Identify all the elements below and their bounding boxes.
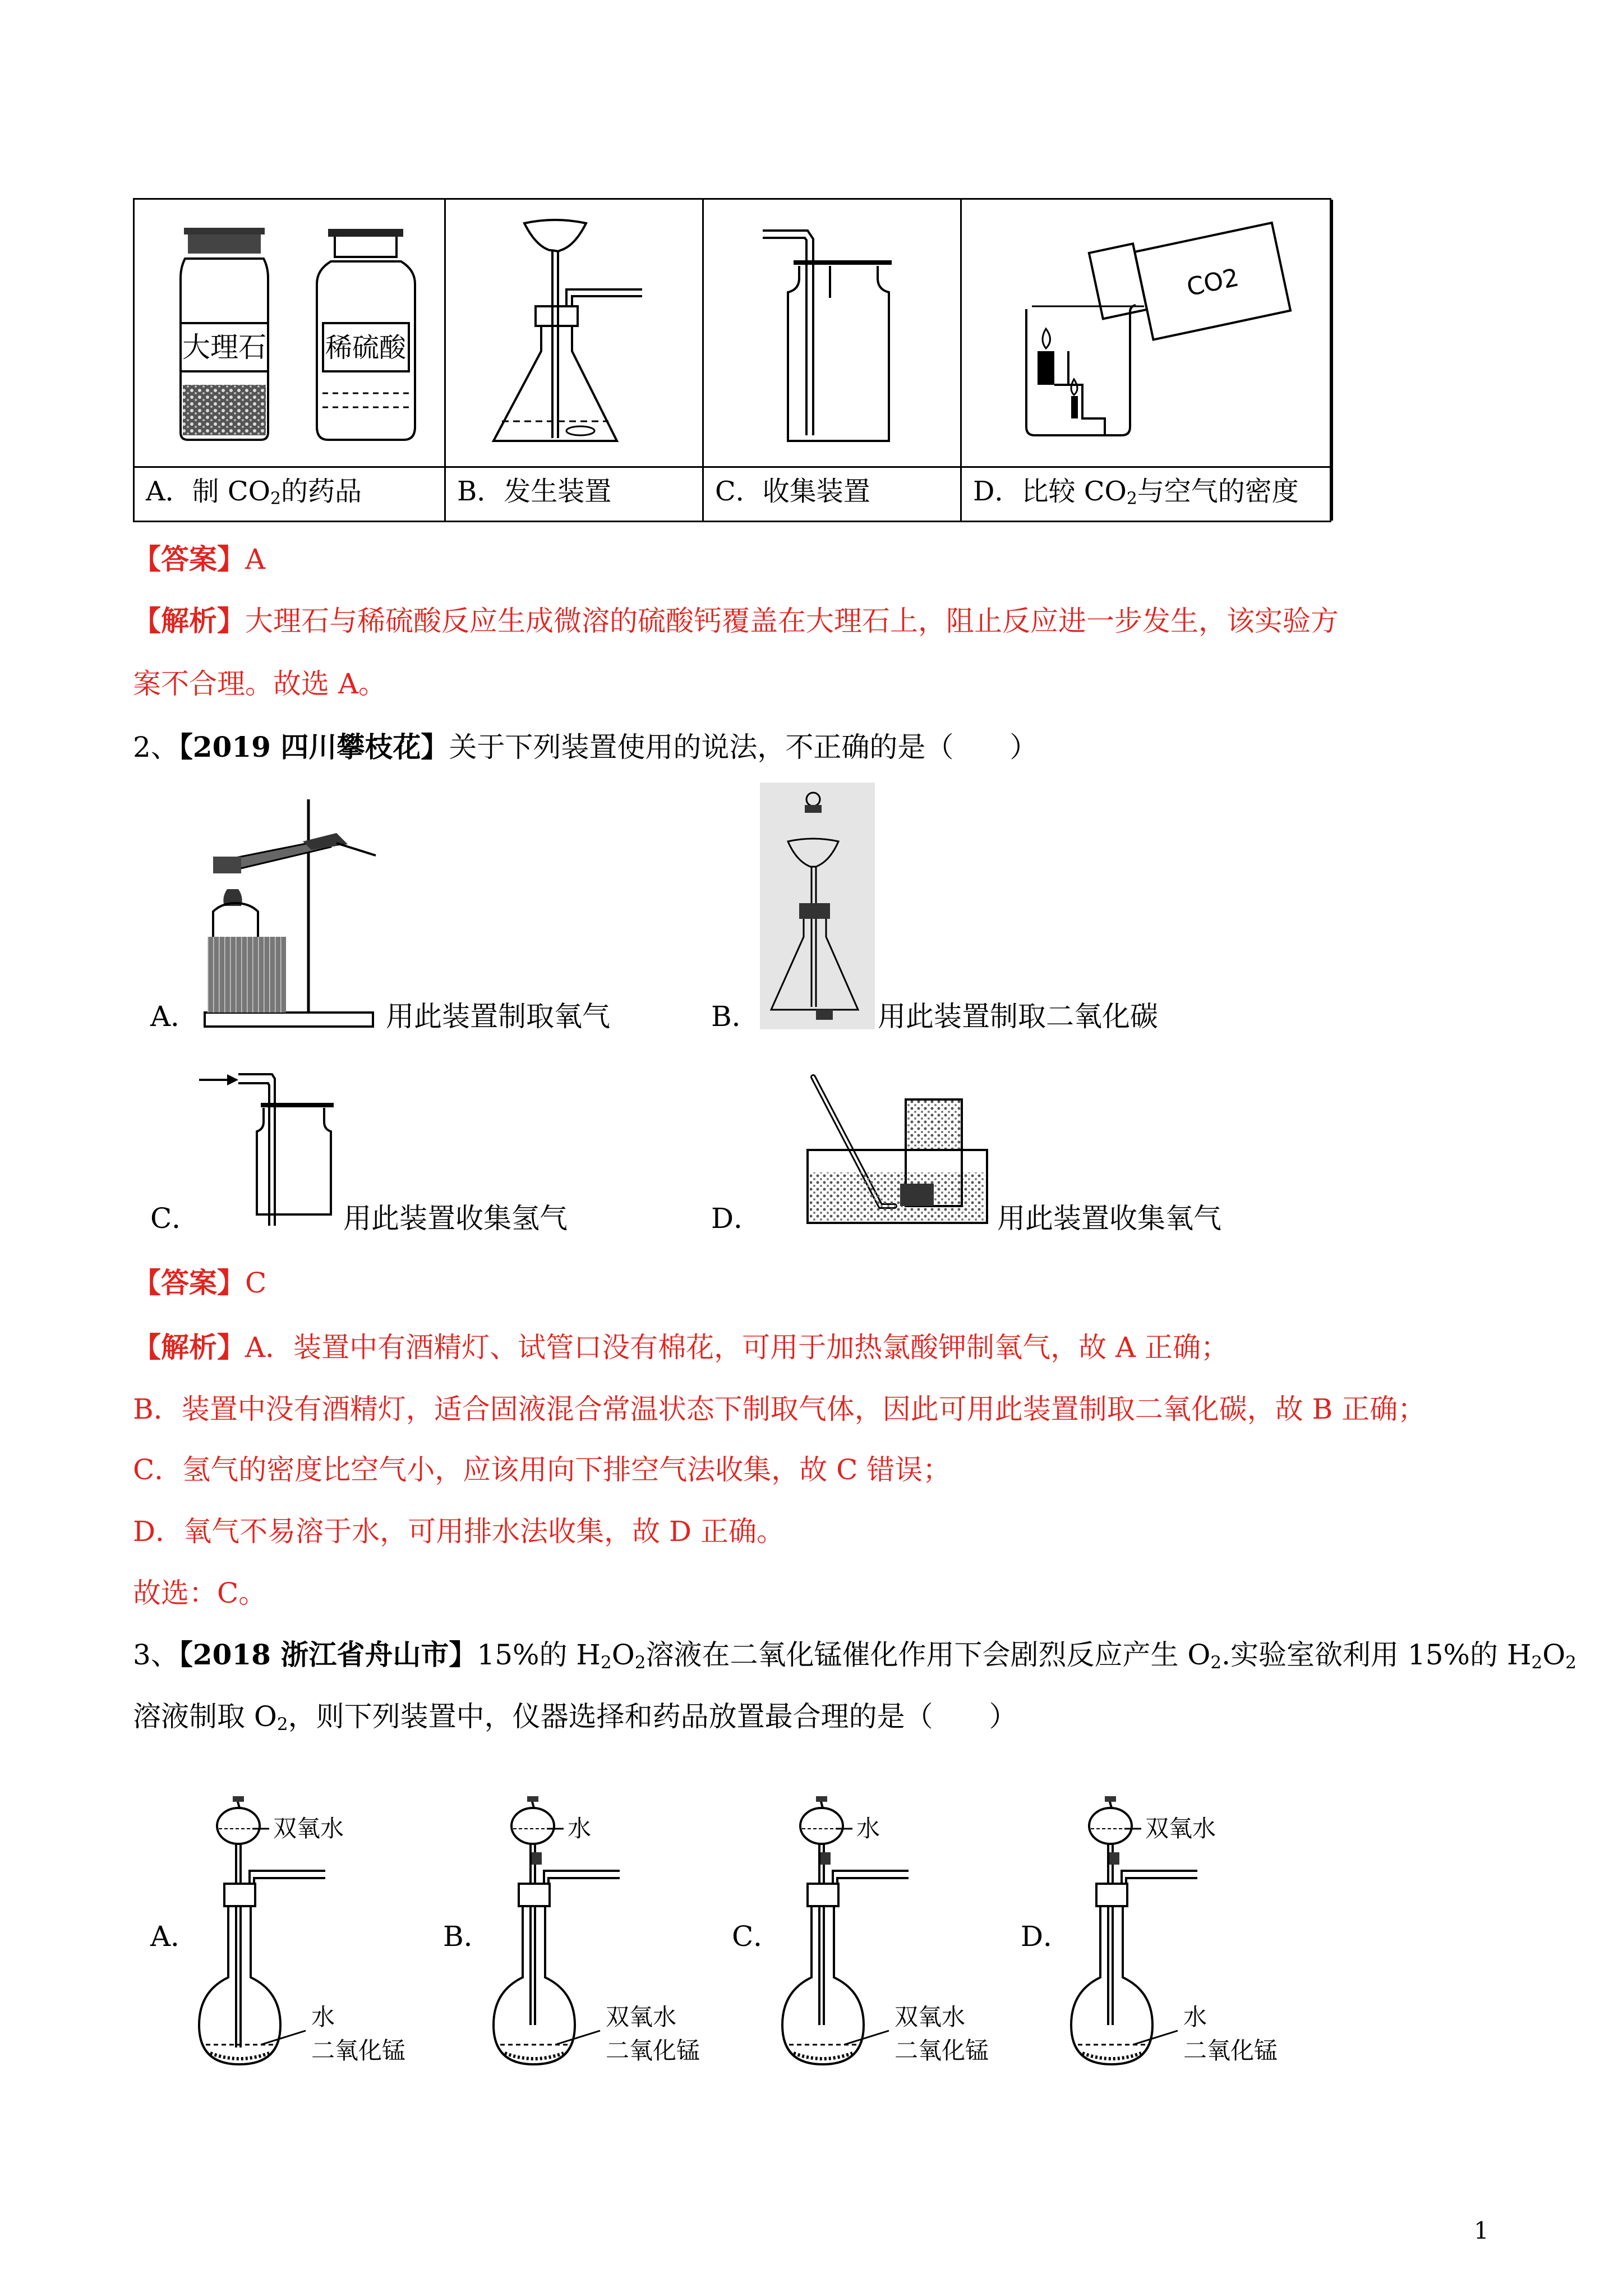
generator-flask-figure (446, 200, 704, 466)
q2-option-a-letter: A． (150, 1000, 199, 1033)
q2-option-d-letter: D． (711, 1202, 762, 1235)
q2-figure-d-water-trough (802, 1066, 993, 1228)
q3-figure-d-flask-apparatus (1066, 1789, 1329, 2092)
q3-stem-line-2: 溶液制取 $O_2$，则下列装置中，仪器选择和药品放置最合理的是（ ） (133, 1700, 1017, 1734)
q3-option-d-letter: D． (1021, 1920, 1072, 1953)
q1-caption-b: B．发生装置 (457, 476, 612, 507)
q1-answer: 【答案】A (133, 542, 266, 576)
q3-figure-a-flask-apparatus (193, 1789, 457, 2092)
q2-figure-b-flask (760, 783, 875, 1029)
co2-label: CO2 (1184, 263, 1242, 302)
q3-stem-line-1: 3、【2018 浙江省舟山市】15%的 $H_2O_2$溶液在二氧化锰催化作用下会剧烈反应产生 $O_2$.实验室欲利用 15%的 $H_2O_2$ (133, 1638, 1577, 1673)
q2-option-a-text: 用此装置制取氧气 (386, 1000, 610, 1033)
q2-option-c-text: 用此装置收集氢气 (343, 1202, 568, 1235)
q2-conclusion: 故选：C。 (133, 1577, 267, 1609)
q1-options-table (133, 198, 1331, 522)
q2-figure-c-gas-jar (196, 1063, 342, 1231)
q3-option-a-letter: A． (150, 1920, 199, 1953)
q3-top-label-c: 水 (856, 1815, 880, 1842)
q3-top-label-a: 双氧水 (273, 1815, 344, 1842)
q1-analysis-line-1: 【解析】大理石与稀硫酸反应生成微溶的硫酸钙覆盖在大理石上，阻止反应进一步发生，该实验方 (133, 604, 1339, 637)
q2-stem: 2、【2019 四川攀枝花】关于下列装置使用的说法，不正确的是（ ） (133, 730, 1038, 763)
bottle1-label: 大理石 (182, 331, 266, 364)
q1-caption-a: A．制 $CO_2$的药品 (146, 476, 362, 509)
q3-figure-c-flask-apparatus (777, 1789, 1040, 2092)
q1-cell-a (135, 200, 446, 521)
reagent-bottles-figure (135, 200, 446, 466)
q3-bottom-label-c: 二氧化锰 (895, 2037, 989, 2064)
q1-cell-c (704, 200, 962, 521)
q3-mid-label-b: 双氧水 (606, 2003, 677, 2031)
q2-analysis-line-1: 【解析】A．装置中有酒精灯、试管口没有棉花，可用于加热氯酸钾制氧气，故 A 正确； (133, 1331, 1229, 1364)
q1-cell-b (446, 200, 704, 521)
q3-bottom-label-d: 二氧化锰 (1183, 2037, 1278, 2064)
q1-cell-d (962, 200, 1333, 521)
q2-figure-a-heating-apparatus (196, 794, 381, 1032)
collection-bottle-figure (704, 200, 962, 466)
q3-mid-label-d: 水 (1183, 2003, 1207, 2031)
q2-option-b-letter: B． (711, 1000, 760, 1033)
page-number: 1 (1474, 2217, 1489, 2244)
table-row-divider (135, 466, 1330, 468)
q2-analysis-line-4: D．氧气不易溶于水，可用排水法收集，故 D 正确。 (133, 1515, 785, 1548)
q3-option-b-letter: B． (443, 1920, 492, 1953)
q2-option-c-letter: C． (150, 1202, 200, 1235)
q3-mid-label-c: 双氧水 (895, 2003, 966, 2031)
q3-top-label-b: 水 (568, 1815, 592, 1842)
q3-option-c-letter: C． (732, 1920, 782, 1953)
q3-bottom-label-a: 二氧化锰 (311, 2037, 406, 2064)
q3-mid-label-a: 水 (311, 2003, 335, 2031)
q1-analysis-line-2: 案不合理。故选 A。 (133, 668, 387, 700)
q3-top-label-d: 双氧水 (1145, 1815, 1216, 1842)
q2-option-d-text: 用此装置收集氧气 (997, 1202, 1221, 1235)
q2-option-b-text: 用此装置制取二氧化碳 (878, 1000, 1158, 1033)
q1-caption-d: D．比较 $CO_2$与空气的密度 (973, 476, 1299, 509)
q3-figure-b-flask-apparatus (488, 1789, 751, 2092)
co2-beaker-candles-figure (962, 200, 1333, 466)
q2-analysis-line-3: C．氢气的密度比空气小，应该用向下排空气法收集，故 C 错误； (133, 1453, 951, 1486)
q2-answer: 【答案】C (133, 1266, 267, 1299)
q3-bottom-label-b: 二氧化锰 (606, 2037, 700, 2064)
q2-analysis-line-2: B．装置中没有酒精灯，适合固液混合常温状态下制取气体，因此可用此装置制取二氧化碳，故 B 正确； (133, 1393, 1426, 1425)
q1-caption-c: C．收集装置 (715, 476, 870, 507)
bottle2-label: 稀硫酸 (325, 332, 407, 364)
